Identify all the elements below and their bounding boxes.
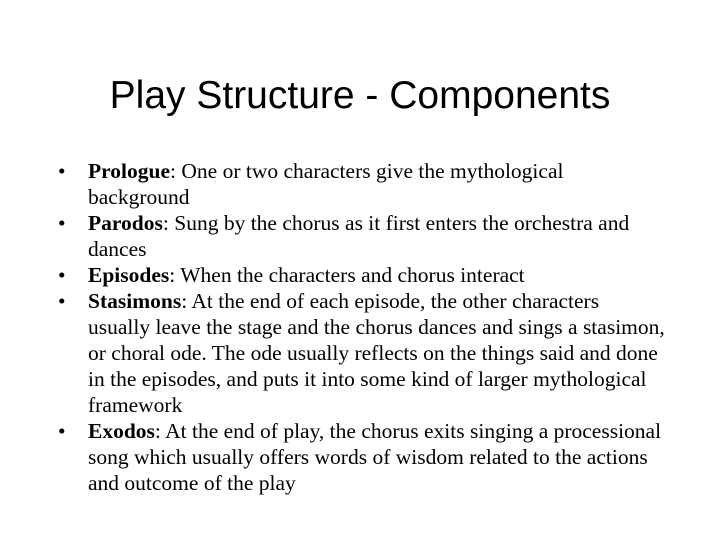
bullet-item-episodes (56, 262, 666, 288)
bullet-item-prologue (56, 158, 666, 210)
bullet-item-stasimons (56, 288, 666, 418)
bullet-icon: • (58, 159, 66, 183)
bullet-item-exodos (56, 418, 666, 496)
bullet-separator: : (181, 289, 188, 313)
bullet-term: Parodos (88, 211, 163, 235)
bullet-term: Episodes (88, 263, 170, 287)
bullet-text: At the end of play, the chorus exits singing a processional song which usually offers words of wisdom related to the actions and outcome of the play (88, 419, 662, 495)
bullet-item-parodos (56, 210, 666, 262)
bullet-separator: : (170, 159, 176, 183)
bullet-text: When the characters and chorus interact (175, 263, 525, 287)
bullet-icon: • (58, 289, 66, 313)
bullet-term: Exodos (88, 419, 155, 443)
slide-title: Play Structure - Components (109, 74, 611, 117)
bullet-text: Sung by the chorus as it first enters the orchestra and dances (88, 211, 630, 261)
bullet-separator: : (169, 263, 176, 287)
bullet-icon: • (58, 211, 66, 235)
bullet-separator: : (162, 211, 169, 235)
bullet-separator: : (154, 419, 161, 443)
bullet-term: Prologue (88, 159, 171, 183)
bullet-list (56, 158, 666, 496)
bullet-icon: • (58, 419, 66, 443)
bullet-icon: • (58, 263, 66, 287)
bullet-text: At the end of each episode, the other characters usually leave the stage and the chorus dances and sings a stasimon, or choral ode. The ode usually reflects on the things said and done in the episodes, and puts it into some kind of larger mythological framework (88, 289, 665, 417)
bullet-text: One or two characters give the mythological background (88, 159, 564, 209)
bullet-term: Stasimons (88, 289, 182, 313)
